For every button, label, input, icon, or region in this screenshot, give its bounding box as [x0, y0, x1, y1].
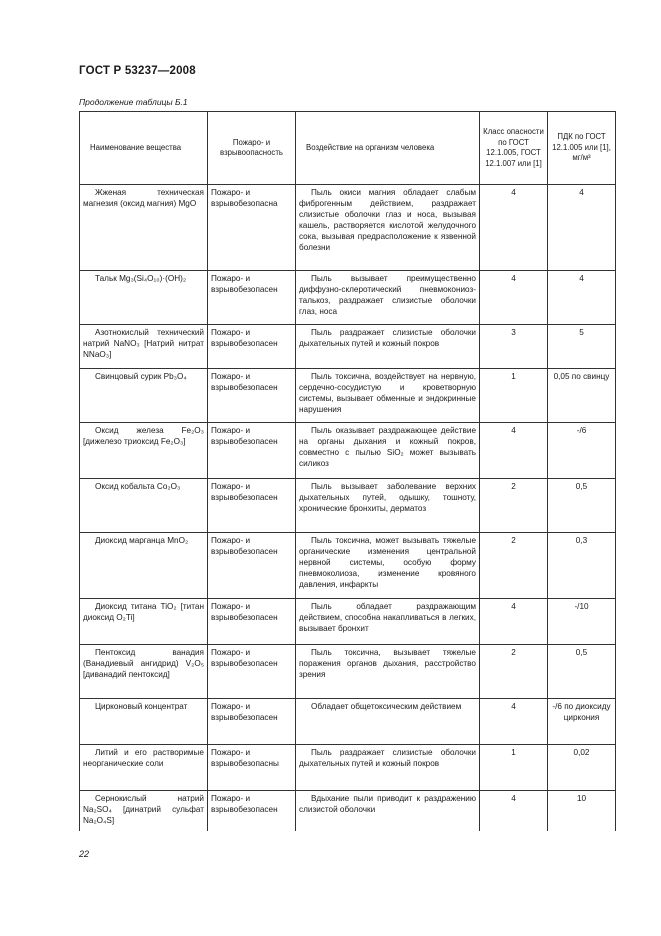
page-number: 22	[79, 849, 90, 859]
cell-substance-name	[80, 745, 208, 791]
table-row	[80, 325, 616, 369]
cell-danger	[208, 599, 296, 645]
cell-hazard-class-text: 4	[511, 426, 516, 435]
cell-substance-name	[80, 645, 208, 699]
cell-danger	[208, 325, 296, 369]
cell-danger-text: Пожаро- и взрывобезопасен	[211, 536, 278, 556]
cell-substance-name	[80, 791, 208, 831]
cell-effect	[296, 271, 480, 325]
cell-effect-text: Пыль оказывает раздражающее действие на органы дыхания и кожный покров, совместно с пылью SiO₂ может вызывать силикоз	[299, 426, 476, 468]
column-header-danger: Пожаро- и взрывоопасность	[208, 112, 296, 185]
cell-danger	[208, 699, 296, 745]
cell-substance-name-text: Свинцовый сурик Pb₃O₄	[95, 372, 187, 381]
cell-hazard-class	[480, 699, 548, 745]
cell-substance-name	[80, 423, 208, 479]
cell-substance-name-text: Диоксид титана TiO₂ [титан диоксид O₂Ti]	[83, 602, 204, 622]
cell-hazard-class	[480, 599, 548, 645]
cell-substance-name-text: Азотнокислый технический натрий NaNO₃ [Натрий нитрат NNaO₃]	[83, 328, 204, 359]
cell-pdk-text: 10	[576, 794, 587, 803]
table-row	[80, 699, 616, 745]
cell-pdk-text: -/6	[576, 426, 587, 435]
cell-substance-name-text: Цирконовый концентрат	[95, 702, 188, 711]
cell-danger-text: Пожаро- и взрывобезопасен	[211, 372, 278, 392]
cell-danger	[208, 645, 296, 699]
cell-effect	[296, 699, 480, 745]
cell-effect	[296, 185, 480, 271]
cell-pdk	[548, 745, 616, 791]
cell-pdk	[548, 645, 616, 699]
document-title: ГОСТ Р 53237—2008	[79, 65, 196, 77]
cell-hazard-class-text: 3	[511, 328, 516, 337]
cell-pdk	[548, 791, 616, 831]
cell-pdk-text: 0,3	[575, 536, 588, 545]
cell-substance-name	[80, 271, 208, 325]
cell-hazard-class	[480, 271, 548, 325]
cell-danger	[208, 369, 296, 423]
table-row	[80, 423, 616, 479]
cell-danger	[208, 423, 296, 479]
cell-pdk-text: 5	[579, 328, 584, 337]
cell-pdk	[548, 479, 616, 533]
cell-danger	[208, 745, 296, 791]
cell-effect-text: Пыль раздражает слизистые оболочки дыхательных путей и кожный покров	[299, 748, 476, 768]
cell-pdk	[548, 423, 616, 479]
cell-substance-name-text: Диоксид марганца MnO₂	[95, 536, 189, 545]
substances-table	[79, 111, 616, 831]
cell-hazard-class-text: 2	[511, 482, 516, 491]
cell-pdk	[548, 369, 616, 423]
cell-effect	[296, 479, 480, 533]
cell-effect	[296, 533, 480, 599]
cell-pdk-text: -/10	[574, 602, 589, 611]
cell-pdk-text: -/6 по диоксиду циркония	[552, 702, 611, 722]
cell-effect-text: Пыль токсична, вызывает тяжелые поражения органов дыхания, расстройство зрения	[299, 648, 476, 679]
cell-effect	[296, 325, 480, 369]
cell-pdk-text: 0,5	[575, 482, 588, 491]
cell-hazard-class	[480, 185, 548, 271]
cell-danger-text: Пожаро- и взрывобезопасны	[211, 748, 279, 768]
cell-hazard-class-text: 2	[511, 648, 516, 657]
cell-pdk	[548, 599, 616, 645]
table-header-row	[80, 112, 616, 185]
cell-effect-text: Пыль обладает раздражающим действием, способна накапливаться в легких, вызывает бронхит	[299, 602, 476, 633]
cell-hazard-class-text: 4	[511, 794, 516, 803]
cell-hazard-class-text: 4	[511, 274, 516, 283]
table-row	[80, 645, 616, 699]
table-row	[80, 599, 616, 645]
cell-danger-text: Пожаро- и взрывобезопасен	[211, 648, 278, 668]
cell-hazard-class	[480, 325, 548, 369]
cell-effect	[296, 369, 480, 423]
cell-substance-name-text: Оксид кобальта Co₂O₃	[95, 482, 181, 491]
column-header-substance: Наименование вещества	[80, 112, 208, 185]
cell-substance-name-text: Сернокислый натрий Na₂SO₄ [динатрий сульфат Na₂O₄S]	[83, 794, 204, 825]
cell-substance-name	[80, 369, 208, 423]
cell-pdk-text: 0,05 по свинцу	[553, 372, 610, 381]
column-header-hazard-class: Класс опасности по ГОСТ 12.1.005, ГОСТ 12.1.007 или [1]	[480, 112, 548, 185]
cell-effect-text: Пыль вызывает преимущественно диффузно-склеротический пневмокониоз-талькоз, раздражает слизистые оболочки глаз, носа	[299, 274, 476, 316]
cell-pdk-text: 0,5	[575, 648, 588, 657]
cell-effect-text: Вдыхание пыли приводит к раздражению слизистой оболочки	[299, 794, 476, 814]
cell-pdk	[548, 533, 616, 599]
cell-hazard-class-text: 4	[511, 188, 516, 197]
cell-hazard-class	[480, 745, 548, 791]
cell-effect-text: Пыль токсична, может вызывать тяжелые органические изменения центральной нервной системы, особую форму пневмоколиоза, изменение кровяного давления, инфаркты	[299, 536, 476, 589]
cell-substance-name-text: Оксид железа Fe₂O₃ [дижелезо триоксид Fe₂O₃]	[83, 426, 204, 446]
cell-substance-name	[80, 699, 208, 745]
cell-pdk-text: 4	[579, 188, 584, 197]
cell-substance-name	[80, 325, 208, 369]
cell-hazard-class-text: 1	[511, 372, 516, 381]
cell-effect-text: Обладает общетоксическим действием	[311, 702, 462, 711]
cell-substance-name-text: Жженая техническая магнезия (оксид магния) MgO	[83, 188, 204, 208]
cell-effect-text: Пыль вызывает заболевание верхних дыхательных путей, одышку, тошноту, хронические бронхиты, дерматоз	[299, 482, 476, 513]
cell-substance-name-text: Пентоксид ванадия (Ванадиевый ангидрид) V₂O₅ [диванадий пентоксид]	[83, 648, 204, 679]
cell-hazard-class-text: 2	[511, 536, 516, 545]
table-row	[80, 185, 616, 271]
cell-effect-text: Пыль раздражает слизистые оболочки дыхательных путей и кожный покров	[299, 328, 476, 348]
table-row	[80, 369, 616, 423]
table-row	[80, 533, 616, 599]
cell-hazard-class-text: 4	[511, 602, 516, 611]
cell-hazard-class	[480, 645, 548, 699]
cell-hazard-class	[480, 479, 548, 533]
cell-substance-name	[80, 533, 208, 599]
cell-effect	[296, 599, 480, 645]
cell-substance-name	[80, 185, 208, 271]
cell-effect	[296, 745, 480, 791]
cell-substance-name	[80, 479, 208, 533]
table-body	[80, 185, 616, 831]
cell-hazard-class	[480, 423, 548, 479]
cell-danger	[208, 271, 296, 325]
cell-hazard-class	[480, 533, 548, 599]
cell-danger-text: Пожаро- и взрывобезопасен	[211, 482, 278, 502]
cell-pdk-text: 4	[579, 274, 584, 283]
cell-substance-name	[80, 599, 208, 645]
table-row	[80, 745, 616, 791]
cell-danger-text: Пожаро- и взрывобезопасен	[211, 426, 278, 446]
cell-effect	[296, 423, 480, 479]
cell-danger-text: Пожаро- и взрывобезопасен	[211, 602, 278, 622]
cell-pdk	[548, 185, 616, 271]
cell-hazard-class	[480, 369, 548, 423]
cell-danger-text: Пожаро- и взрывобезопасна	[211, 188, 278, 208]
cell-hazard-class-text: 4	[511, 702, 516, 711]
cell-pdk	[548, 325, 616, 369]
cell-effect-text: Пыль окиси магния обладает слабым фиброгенным действием, раздражает слизистые оболочки глаз и носа, вызывая кашель, растворяется кислотой желудочного сока, вызывая предрасположение к язвенной болезни	[299, 188, 476, 252]
table-caption: Продолжение таблицы Б.1	[79, 97, 188, 107]
cell-danger-text: Пожаро- и взрывобезопасен	[211, 328, 278, 348]
cell-effect	[296, 645, 480, 699]
cell-substance-name-text: Тальк Mg₃(Si₄O₁₀)·(OH)₂	[95, 274, 187, 283]
cell-danger	[208, 533, 296, 599]
cell-effect	[296, 791, 480, 831]
cell-effect-text: Пыль токсична, воздействует на нервную, сердечно-сосудистую и кроветворную системы, вызывает обменные и эндокринные нарушения	[299, 372, 476, 414]
cell-hazard-class	[480, 791, 548, 831]
cell-pdk	[548, 271, 616, 325]
cell-substance-name-text: Литий и его растворимые неорганические соли	[83, 748, 204, 768]
cell-hazard-class-text: 1	[511, 748, 516, 757]
cell-danger	[208, 479, 296, 533]
table-row	[80, 479, 616, 533]
cell-danger-text: Пожаро- и взрывобезопасен	[211, 702, 278, 722]
cell-pdk	[548, 699, 616, 745]
column-header-pdk: ПДК по ГОСТ 12.1.005 или [1], мг/м³	[548, 112, 616, 185]
cell-pdk-text: 0,02	[573, 748, 590, 757]
table-row	[80, 791, 616, 831]
column-header-effect: Воздействие на организм человека	[296, 112, 480, 185]
table-row	[80, 271, 616, 325]
cell-danger	[208, 185, 296, 271]
cell-danger-text: Пожаро- и взрывобезопасен	[211, 274, 278, 294]
cell-danger	[208, 791, 296, 831]
cell-danger-text: Пожаро- и взрывобезопасен	[211, 794, 278, 814]
